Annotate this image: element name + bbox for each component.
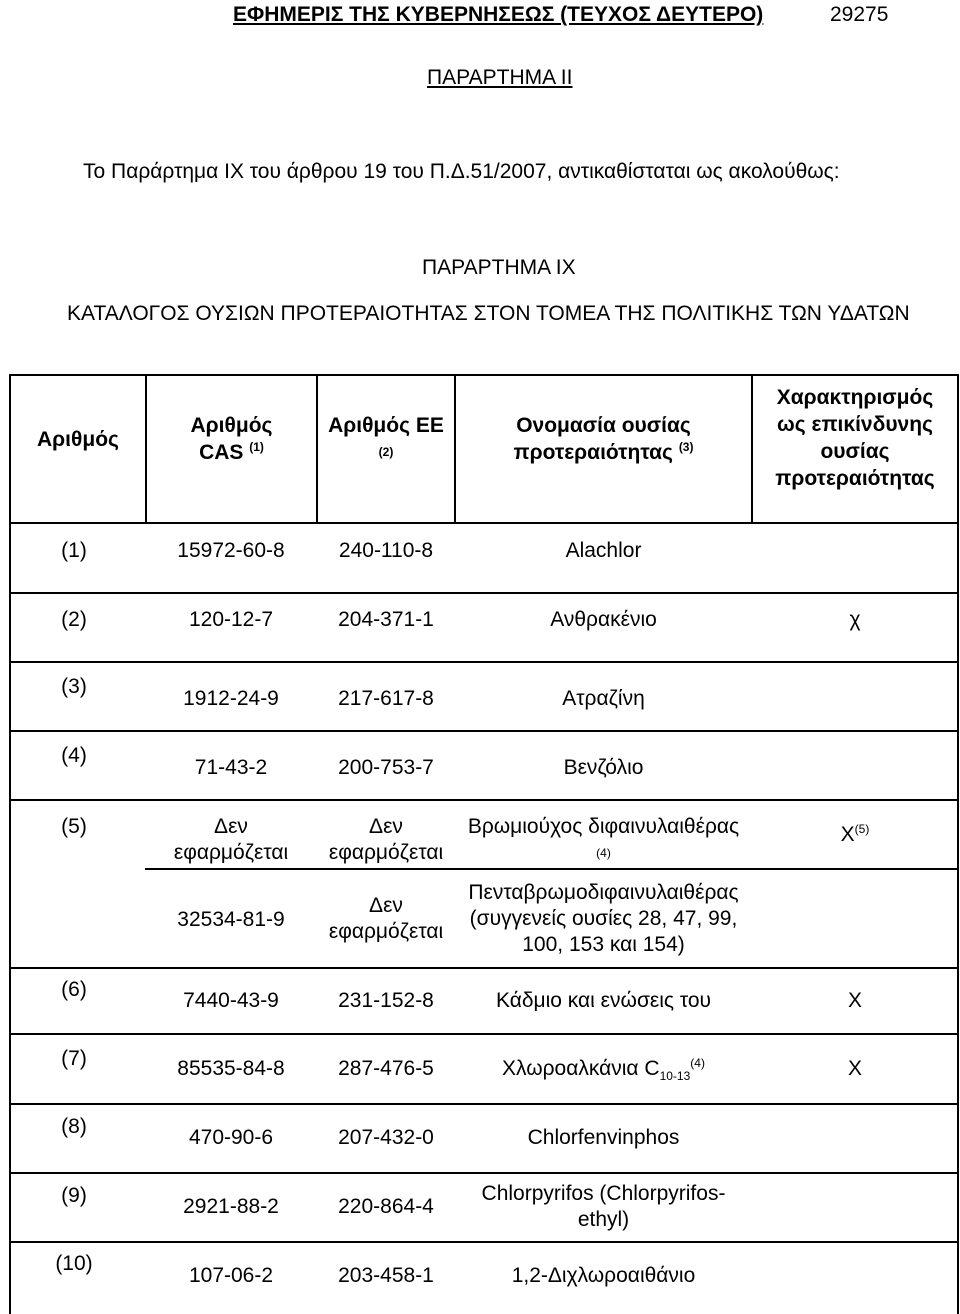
annex-ix-title: ΠΑΡΑΡΤΗΜΑ ΙΧ (422, 256, 576, 279)
row-8-number: (8) (61, 1115, 87, 1138)
row-7-hazard: Χ (847, 1057, 862, 1080)
row-5-ee: Δεν εφαρμόζεται (328, 815, 444, 864)
row-4-cas: 71-43-2 (194, 756, 268, 779)
row-3-ee: 217-617-8 (338, 687, 434, 710)
header-ee: Αριθμός ΕΕ (2) (328, 414, 444, 459)
row-2-ee: 204-371-1 (338, 608, 434, 631)
row-7-ee: 287-476-5 (338, 1057, 434, 1080)
row-9-cas: 2921-88-2 (183, 1195, 279, 1218)
page-number: 29275 (830, 3, 889, 26)
row-1-cas: 15972-60-8 (177, 539, 285, 562)
header-number: Αριθμός (37, 428, 119, 451)
row-2-number: (2) (61, 608, 87, 631)
header-cas: Αριθμός CAS $^{(1)}$ (190, 414, 273, 464)
catalog-title: ΚΑΤΑΛΟΓΟΣ ΟΥΣΙΩΝ ΠΡΟΤΕΡΑΙΟΤΗΤΑΣ ΣΤΟΝ ΤΟΜΕΑ ΤΗΣ ΠΟΛΙΤΙΚΗΣ ΤΩΝ ΥΔΑΤΩΝ (67, 302, 910, 325)
row-6-name: Κάδμιο και ενώσεις του (495, 989, 712, 1012)
row-8-name: Chlorfenvinphos (527, 1126, 680, 1149)
row-6-hazard: Χ (847, 989, 862, 1012)
header-hazard: Χαρακτηρισμός ως επικίνδυνης ουσίας προτεραιότητας (775, 386, 935, 490)
row-5b-cas: 32534-81-9 (177, 908, 285, 931)
row-5-name: Βρωμιούχος διφαινυλαιθέρας (4) (467, 815, 740, 860)
row-3-cas: 1912-24-9 (183, 687, 279, 710)
row-8-cas: 470-90-6 (188, 1126, 274, 1149)
row-4-number: (4) (61, 744, 87, 767)
header-substance-name: Ονομασία ουσίας προτεραιότητας $^{(3)}$ (513, 414, 694, 464)
row-7-cas: 85535-84-8 (177, 1057, 285, 1080)
row-2-hazard: χ (849, 608, 861, 631)
row-1-ee: 240-110-8 (338, 539, 434, 562)
row-6-number: (6) (61, 978, 87, 1001)
row-7-number: (7) (61, 1047, 87, 1070)
row-2-cas: 120-12-7 (188, 608, 274, 631)
row-6-cas: 7440-43-9 (183, 989, 279, 1012)
row-5b-name: Πενταβρωμοδιφαινυλαιθέρας (συγγενείς ουσίες 28, 47, 99, 100, 153 και 154) (468, 881, 739, 956)
row-5-hazard: $X^{(5)}$ (840, 822, 870, 846)
row-6-ee: 231-152-8 (338, 989, 434, 1012)
row-9-name: Chlorpyrifos (Chlorpyrifos- ethyl) (481, 1182, 726, 1231)
row-4-name: Βενζόλιο (563, 756, 644, 779)
row-5-cas: Δεν εφαρμόζεται (173, 815, 289, 864)
row-7-name: Χλωροαλκάνια $C_{10-13}^{(4)}$ (502, 1056, 705, 1083)
row-5b-ee: Δεν εφαρμόζεται (328, 894, 444, 943)
row-1-name: Alachlor (565, 539, 642, 562)
row-8-ee: 207-432-0 (338, 1126, 434, 1149)
annex-title: ΠΑΡΑΡΤΗΜΑ ΙΙ (427, 66, 573, 89)
row-1-number: (1) (61, 539, 87, 562)
row-3-name: Ατραζίνη (562, 687, 645, 710)
row-2-name: Ανθρακένιο (550, 608, 657, 631)
row-3-number: (3) (61, 675, 87, 698)
intro-text: Το Παράρτημα ΙΧ του άρθρου 19 του Π.Δ.51/2007, αντικαθίσταται ως ακολούθως: (83, 160, 840, 183)
row-9-number: (9) (61, 1184, 87, 1207)
row-4-ee: 200-753-7 (338, 756, 434, 779)
row-5-number: (5) (61, 815, 87, 838)
row-10-name: 1,2-Διχλωροαιθάνιο (511, 1264, 696, 1287)
gazette-title: ΕΦΗΜΕΡΙΣ ΤΗΣ ΚΥΒΕΡΝΗΣΕΩΣ (ΤΕΥΧΟΣ ΔΕΥΤΕΡΟ) (233, 3, 764, 26)
row-10-number: (10) (55, 1252, 93, 1275)
row-10-cas: 107-06-2 (188, 1264, 274, 1287)
row-10-ee: 203-458-1 (338, 1264, 434, 1287)
row-9-ee: 220-864-4 (338, 1195, 434, 1218)
